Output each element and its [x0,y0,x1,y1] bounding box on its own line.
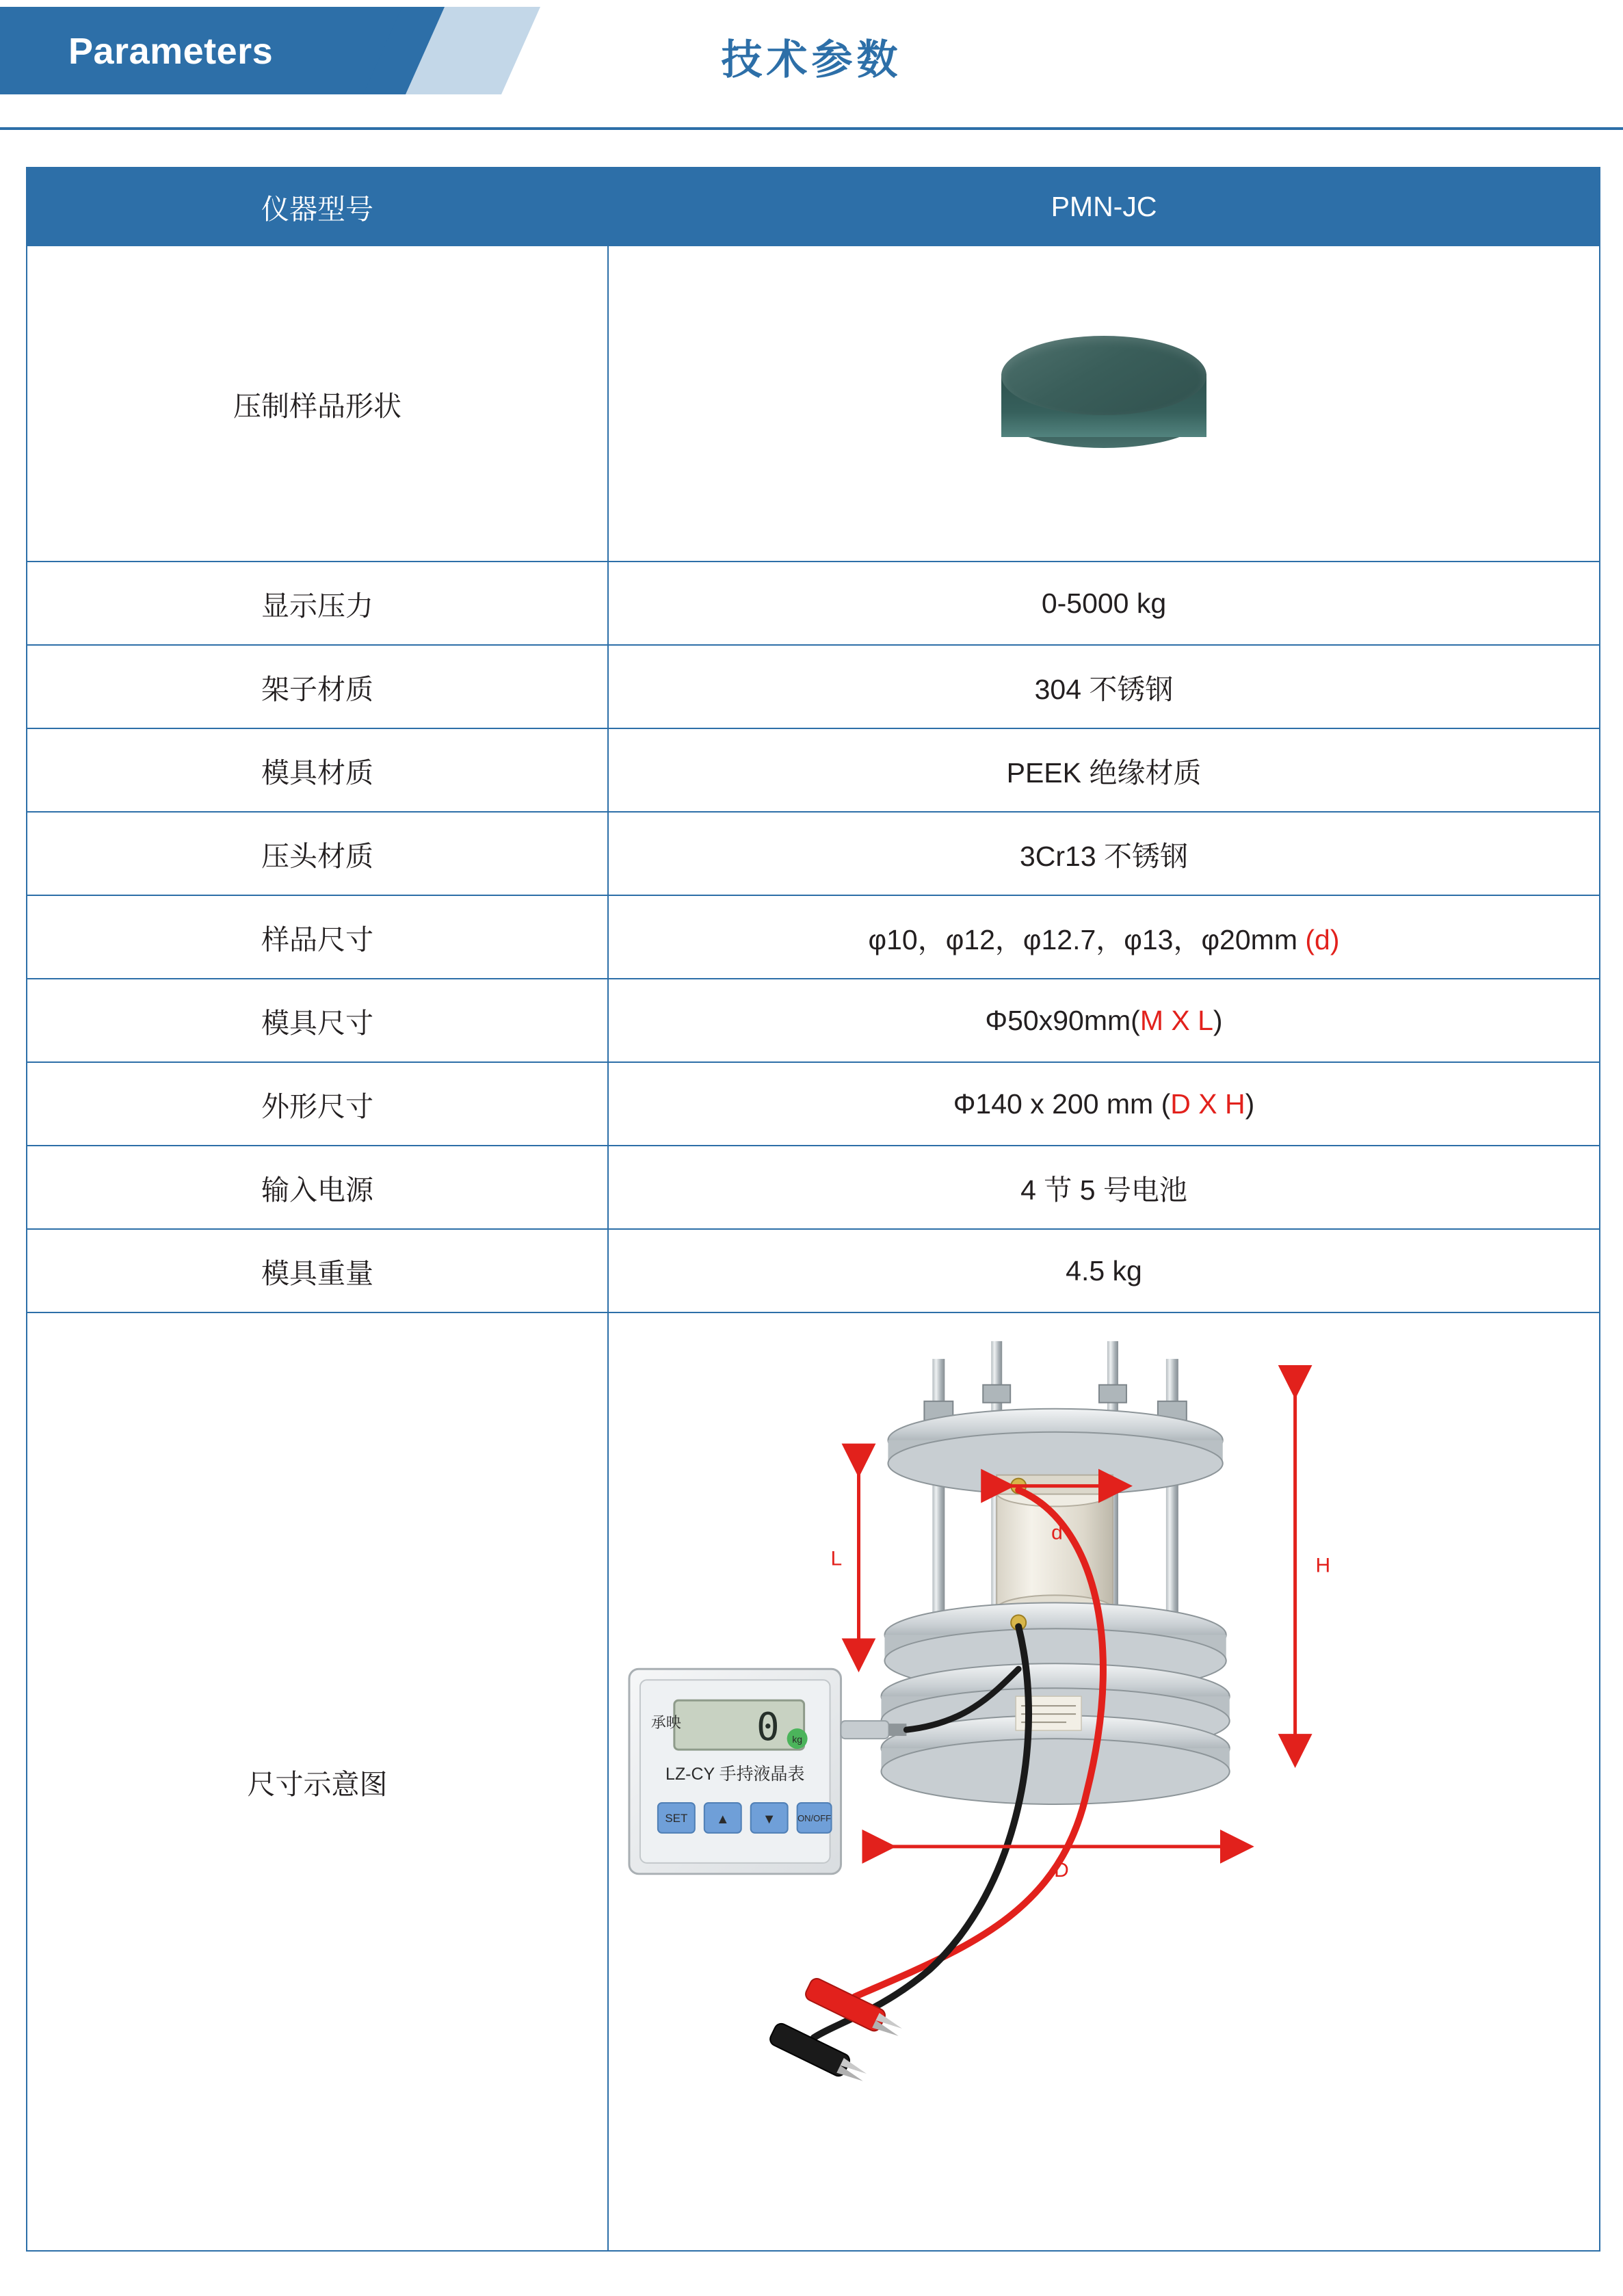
row-value-sample-shape [608,246,1600,562]
overall-size-text: Φ140 x 200 mm ( [953,1087,1171,1120]
disc-top [1001,336,1206,415]
row-value-die-material: PEEK 绝缘材质 [608,728,1600,812]
dimension-label-d-large: D [1054,1858,1069,1882]
meter-display-value: 0 [756,1705,780,1750]
row-value-frame-material: 304 不锈钢 [608,645,1600,728]
row-label-sample-size: 样品尺寸 [27,895,608,979]
meter-model-label: LZ-CY 手持液晶表 [665,1765,805,1784]
row-label-sample-shape: 压制样品形状 [27,246,608,562]
header-cell-label: 仪器型号 [27,168,608,246]
dimension-label-d-small: d [1051,1521,1063,1544]
table-row [27,562,1600,645]
row-value-power-input: 4 节 5 号电池 [608,1146,1600,1229]
row-value-dimension-diagram [608,1312,1600,2251]
meter-button-down-label: ▼ [762,1811,776,1827]
overall-size-text-tail: ) [1245,1087,1255,1120]
meter-button-up-label: ▲ [715,1811,730,1827]
meter-display [674,1700,804,1750]
row-value-display-pressure: 0-5000 kg [608,562,1600,645]
page-title-en: Parameters [68,31,274,72]
table-row [27,1062,1600,1146]
table-row [27,895,1600,979]
spec-table-wrapper [26,167,1599,2252]
row-value-die-weight: 4.5 kg [608,1229,1600,1312]
base-plates [881,1663,1229,1804]
handheld-meter [629,1669,906,1874]
table-header-row [27,168,1600,246]
row-label-frame-material: 架子材质 [27,645,608,728]
die-size-text: Φ50x90mm( [985,1004,1140,1036]
sample-disc-illustration-container [609,246,1599,561]
row-value-overall-size [608,1062,1600,1146]
spec-table [26,167,1600,2252]
pressed-sample-disc-icon [1001,332,1206,475]
overall-size-symbol: D X H [1170,1087,1245,1120]
row-value-die-size [608,979,1600,1062]
row-label-die-size: 模具尺寸 [27,979,608,1062]
meter-connector [841,1721,889,1739]
dimension-label-h: H [1315,1554,1331,1577]
table-row [27,1146,1600,1229]
press-die-with-meter-photo-icon [609,1313,1599,2250]
table-row [27,1229,1600,1312]
row-label-die-weight: 模具重量 [27,1229,608,1312]
table-row [27,246,1600,562]
die-size-text-tail: ) [1213,1004,1223,1036]
dimension-diagram-container [609,1313,1599,2250]
table-row [27,728,1600,812]
table-row [27,1312,1600,2251]
header-cell-value: PMN-JC [608,168,1600,246]
meter-button-set-label: SET [665,1811,688,1825]
row-value-sample-size [608,895,1600,979]
die-size-symbol: M X L [1139,1004,1213,1036]
page-header [0,0,1623,134]
sample-size-symbol: (d) [1305,923,1340,955]
row-value-punch-material: 3Cr13 不锈钢 [608,812,1600,895]
row-label-overall-size: 外形尺寸 [27,1062,608,1146]
table-row [27,645,1600,728]
row-label-punch-material: 压头材质 [27,812,608,895]
page-title-cn: 技术参数 [721,37,902,83]
meter-unit-label: kg [792,1734,803,1745]
meter-button-onoff-label: ON/OFF [797,1812,832,1823]
table-row [27,979,1600,1062]
meter-brand-label: 承映 [650,1714,681,1732]
dimension-label-l: L [830,1547,843,1570]
row-label-die-material: 模具材质 [27,728,608,812]
table-row [27,812,1600,895]
row-label-display-pressure: 显示压力 [27,562,608,645]
row-label-dimension-diagram: 尺寸示意图 [27,1312,608,2251]
row-label-power-input: 输入电源 [27,1146,608,1229]
sample-size-text: φ10，φ12，φ12.7，φ13，φ20mm [868,923,1306,955]
header-divider [0,127,1623,130]
